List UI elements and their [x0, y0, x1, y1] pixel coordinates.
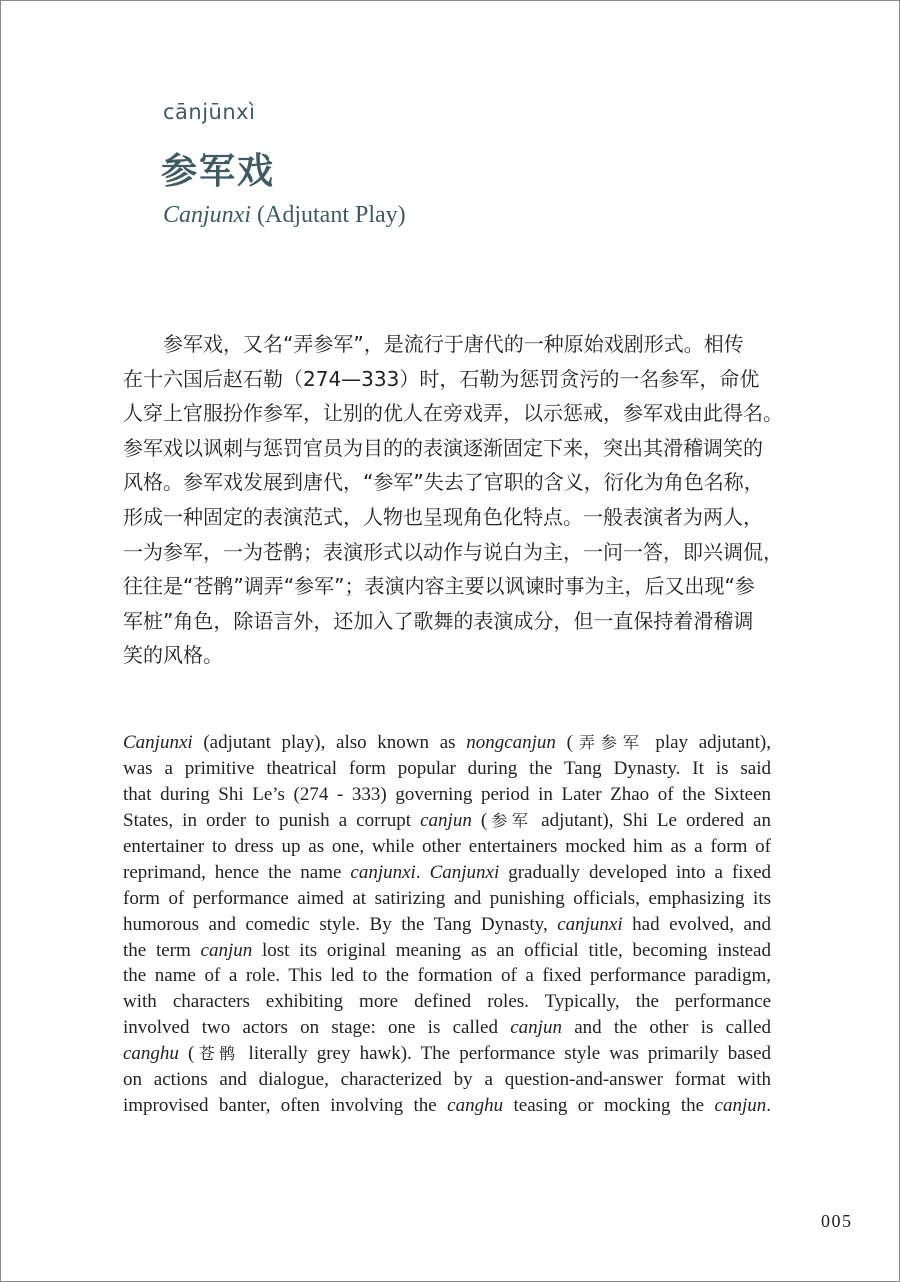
- chinese-term: 参军: [487, 810, 533, 830]
- text-run: (: [178, 1043, 195, 1065]
- text-run: (: [555, 732, 573, 753]
- text-run: .: [415, 861, 430, 883]
- text-run: adjutant), Shi Le ordered an: [532, 809, 771, 831]
- english-line: [123, 808, 771, 834]
- entry-pinyin: cānjūnxì: [163, 100, 256, 124]
- term-italic: canghu: [447, 1095, 504, 1117]
- english-line: [123, 1041, 771, 1067]
- english-line: entertainer to dress up as one, while other entertainers mocked him as a form of: [123, 835, 771, 857]
- text-run: and the other is called: [561, 1017, 771, 1039]
- text-run: gradually developed into a fixed: [499, 861, 772, 883]
- term-italic: canjun: [510, 1017, 562, 1039]
- text-run: the term: [123, 939, 201, 961]
- english-line: the name of a role. This led to the formation of a fixed performance paradigm,: [123, 965, 771, 987]
- entry-title-english-italic: Canjunxi: [163, 202, 251, 228]
- chinese-paragraph: [123, 327, 783, 673]
- chinese-line: 笑的风格。: [123, 643, 223, 668]
- english-line: [123, 938, 771, 964]
- english-line: [123, 1093, 771, 1119]
- text-run: (: [471, 809, 488, 831]
- text-run: involved two actors on stage: one is called: [123, 1017, 511, 1039]
- chinese-line: 参军戏，又名“弄参军”，是流行于唐代的一种原始戏剧形式。相传: [163, 332, 744, 356]
- english-line: was a primitive theatrical form popular during the Tang Dynasty. It is said: [123, 757, 771, 779]
- chinese-line: 形成一种固定的表演范式，人物也呈现角色化特点。一般表演者为两人，: [123, 504, 763, 529]
- chinese-line: 人穿上官服扮作参军，让别的优人在旁戏弄，以示惩戒，参军戏由此得名。: [123, 401, 783, 426]
- text-run: teasing or mocking the: [503, 1095, 715, 1117]
- term-italic: canghu: [123, 1043, 179, 1065]
- english-line: [123, 1015, 771, 1041]
- term-italic: canjun: [200, 939, 253, 961]
- term-italic: nongcanjun: [466, 732, 556, 753]
- chinese-line: 往往是“苍鹘”调弄“参军”；表演内容主要以讽谏时事为主，后又出现“参: [123, 574, 755, 599]
- text-run: literally grey hawk). The performance style was primarily based: [239, 1043, 771, 1065]
- text-run: (adjutant play), also known as: [192, 732, 467, 753]
- english-line: form of performance aimed at satirizing and punishing officials, emphasizing its: [123, 887, 771, 909]
- english-paragraph: [123, 730, 771, 1119]
- text-run: humorous and comedic style. By the Tang Dynasty,: [123, 913, 558, 935]
- entry-title-english-rest: (Adjutant Play): [251, 202, 406, 228]
- chinese-line: 一为参军，一为苍鹘；表演形式以动作与说白为主，一问一答，即兴调侃，: [123, 539, 783, 564]
- text-run: had evolved, and: [622, 913, 771, 935]
- chinese-term: 弄参军: [572, 733, 645, 752]
- chinese-line: 风格。参军戏发展到唐代，“参军”失去了官职的含义，衍化为角色名称，: [123, 470, 764, 495]
- chinese-line: 在十六国后赵石勒（274—333）时，石勒为惩罚贪污的一名参军，命优: [123, 366, 760, 391]
- term-italic: canjunxi: [350, 861, 416, 883]
- entry-title-chinese: 参军戏: [161, 151, 276, 192]
- chinese-line: 军桩”角色，除语言外，还加入了歌舞的表演成分，但一直保持着滑稽调: [123, 608, 754, 633]
- english-line: that during Shi Le’s (274 - 333) governing period in Later Zhao of the Sixteen: [123, 783, 771, 805]
- text-run: .: [766, 1095, 771, 1117]
- english-line: with characters exhibiting more defined roles. Typically, the performance: [123, 991, 771, 1013]
- text-run: lost its original meaning as an official title, becoming instead: [252, 939, 771, 961]
- text-run: improvised banter, often involving the: [123, 1095, 448, 1117]
- page-number: 005: [821, 1211, 853, 1231]
- chinese-line: 参军戏以讽刺与惩罚官员为目的的表演逐渐固定下来，突出其滑稽调笑的: [123, 435, 763, 460]
- term-italic: Canjunxi: [429, 861, 500, 883]
- term-italic: canjun: [420, 809, 472, 831]
- english-line: [123, 912, 771, 938]
- english-line: [123, 730, 771, 756]
- term-italic: canjunxi: [557, 913, 623, 935]
- chinese-term: 苍鹘: [194, 1044, 240, 1064]
- term-italic: Canjunxi: [123, 732, 193, 753]
- text-run: States, in order to punish a corrupt: [123, 809, 421, 831]
- entry-title-english: [163, 202, 406, 229]
- text-run: reprimand, hence the name: [123, 861, 351, 883]
- english-line: [123, 860, 771, 886]
- term-italic: canjun: [714, 1095, 767, 1117]
- text-run: play adjutant),: [644, 732, 771, 753]
- english-line: on actions and dialogue, characterized by a question-and-answer format with: [123, 1069, 771, 1091]
